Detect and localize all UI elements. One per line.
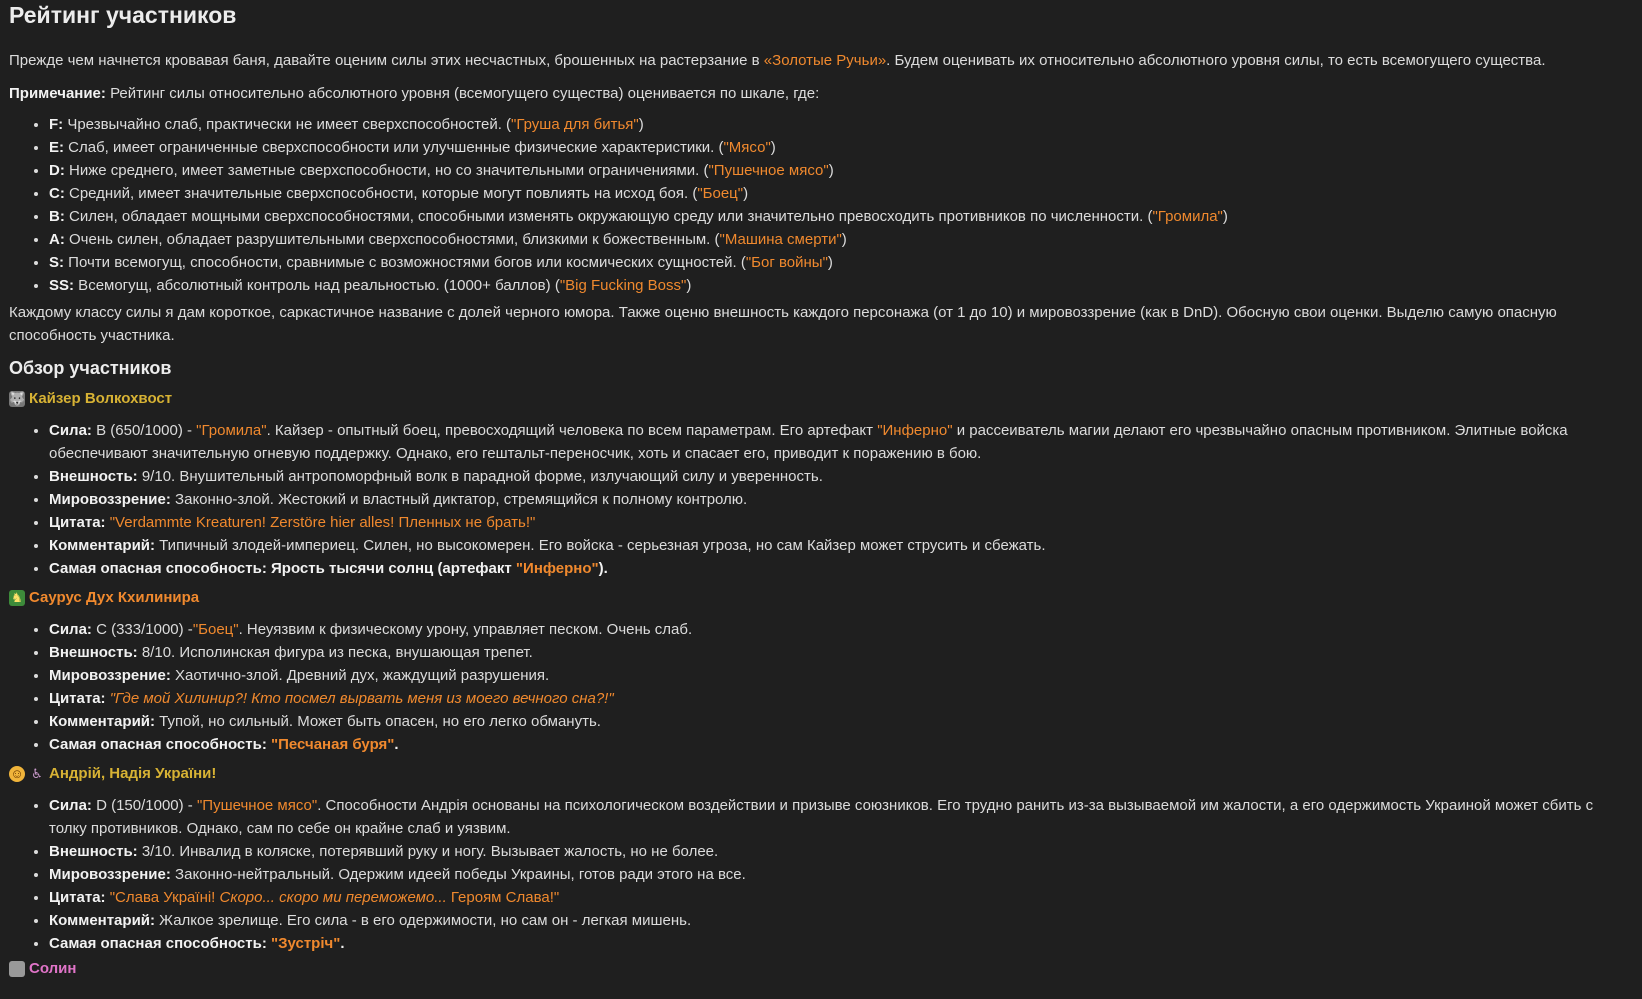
stat-label: Сила: xyxy=(49,422,92,439)
grade-nick: "Машина смерти" xyxy=(719,231,842,248)
list-item xyxy=(49,932,1633,955)
grade-nick: "Мясо" xyxy=(723,139,771,156)
stat-label: Комментарий: xyxy=(49,537,156,554)
character-stats-kaiser xyxy=(9,419,1633,580)
list-item xyxy=(49,618,1633,641)
stat-ability: "Зустріч" xyxy=(271,935,341,952)
grade-nick: "Пушечное мясо" xyxy=(708,162,829,179)
stat-label: Комментарий: xyxy=(49,912,156,929)
stat-text: Законно-нейтральный. Одержим идеей победы Украины, готов ради этого на все. xyxy=(170,866,746,883)
list-item xyxy=(49,534,1633,557)
list-item xyxy=(49,205,1633,228)
grade-end: ) xyxy=(828,162,834,179)
grade-text: Ниже среднего, имеет заметные сверхспособности, но со значительными ограничениями. ( xyxy=(64,162,709,179)
note-paragraph xyxy=(9,82,1633,105)
stat-label: Мировоззрение: xyxy=(49,667,171,684)
stat-label: Мировоззрение: xyxy=(49,491,171,508)
grade-text: Чрезвычайно слаб, практически не имеет сверхспособностей. ( xyxy=(63,116,512,133)
intro-place: «Золотые Ручьи» xyxy=(763,52,887,69)
intro-text-end: . Будем оценивать их относительно абсолютного уровня силы, то есть всемогущего существа. xyxy=(886,52,1546,69)
stat-text: C (333/1000) - xyxy=(91,621,193,638)
list-item xyxy=(49,557,1633,580)
grade-label: E: xyxy=(49,139,64,156)
grade-text: Очень силен, обладает разрушительными сверхспособностями, близкими к божественным. ( xyxy=(64,231,720,248)
stat-nick: "Пушечное мясо" xyxy=(196,797,318,814)
grade-end: ) xyxy=(743,185,749,202)
list-item xyxy=(49,419,1633,465)
list-item xyxy=(49,641,1633,664)
stat-label: Внешность: xyxy=(49,468,138,485)
list-item xyxy=(49,274,1633,297)
intro-text: Прежде чем начнется кровавая баня, давайте оценим силы этих несчастных, брошенных на растерзание в xyxy=(9,52,764,69)
character-stats-andriy xyxy=(9,794,1633,955)
saurus-icon: ♞ xyxy=(9,590,25,606)
grade-end: ) xyxy=(1222,208,1228,225)
scale-list xyxy=(9,113,1633,297)
stat-text: . Неуязвим к физическому урону, управляет песком. Очень слаб. xyxy=(238,621,693,638)
grade-label: A: xyxy=(49,231,65,248)
stat-ability: "Песчаная буря" xyxy=(271,736,395,753)
stat-nick: "Боец" xyxy=(192,621,239,638)
grade-label: D: xyxy=(49,162,65,179)
stat-label: Цитата: xyxy=(49,889,106,906)
list-item xyxy=(49,710,1633,733)
stat-label: Мировоззрение: xyxy=(49,866,171,883)
page-title: Рейтинг участников xyxy=(9,2,237,28)
list-item xyxy=(49,488,1633,511)
wheelchair-icon: ♿ xyxy=(31,766,43,781)
list-item xyxy=(49,794,1633,840)
overview-title: Обзор участников xyxy=(9,358,172,378)
list-item xyxy=(49,840,1633,863)
stat-artifact: "Инферно" xyxy=(515,560,599,577)
list-item xyxy=(49,251,1633,274)
list-item xyxy=(49,863,1633,886)
character-name: Солин xyxy=(29,961,77,977)
stat-text: . Способности Андрія основаны на психологическом воздействии и призыве союзников. Его трудно ранить из-за вызываемой им жалости, а его одержимость Украиной может сбить с толку противников. Однако, сам по себе он крайне слаб и уязвим. xyxy=(49,797,1594,837)
list-item xyxy=(49,159,1633,182)
grade-nick: "Боец" xyxy=(697,185,744,202)
stat-text: Тупой, но сильный. Может быть опасен, но его легко обмануть. xyxy=(155,713,601,730)
stat-label: Самая опасная способность: xyxy=(49,935,267,952)
character-name: Саурус Дух Кхилинира xyxy=(29,589,200,606)
stat-text: Жалкое зрелище. Его сила - в его одержимости, но сам он - легкая мишень. xyxy=(155,912,692,929)
list-item xyxy=(49,228,1633,251)
stat-label: Самая опасная способность: xyxy=(49,560,267,577)
intro-paragraph xyxy=(9,49,1633,72)
grade-nick: "Big Fucking Boss" xyxy=(559,277,687,294)
grade-text: Всемогущ, абсолютный контроль над реальностью. (1000+ баллов) ( xyxy=(74,277,560,294)
stat-text: и рассеиватель магии делают его чрезвычайно опасным противником. Элитные войска обеспечивают значительную огневую поддержку. Однако, его гештальт-переносчик, хоть и спасает его, приводит к поражению в бою. xyxy=(49,422,1568,462)
grade-label: B: xyxy=(49,208,65,225)
wolf-icon: 🐺 xyxy=(9,391,26,406)
list-item xyxy=(49,136,1633,159)
grade-text: Слаб, имеет ограниченные сверхспособности или улучшенные физические характеристики. ( xyxy=(64,139,724,156)
stat-label: Комментарий: xyxy=(49,713,156,730)
grade-end: ) xyxy=(638,116,644,133)
character-name: Кайзер Волкохвост xyxy=(29,390,173,407)
stat-text: Ярость тысячи солнц (артефакт xyxy=(266,560,516,577)
grade-end: ) xyxy=(827,254,833,271)
note-text: Рейтинг силы относительно абсолютного уровня (всемогущего существа) оценивается по шкале, где: xyxy=(105,85,820,102)
grade-text: Средний, имеет значительные сверхспособности, которые могут повлиять на исход боя. ( xyxy=(64,185,698,202)
grade-nick: "Бог войны" xyxy=(745,254,828,271)
character-stats-saurus xyxy=(9,618,1633,756)
grade-label: SS: xyxy=(49,277,75,294)
character-heading-next xyxy=(9,961,1633,977)
list-item xyxy=(49,113,1633,136)
stat-text: B (650/1000) - xyxy=(91,422,197,439)
stat-text: 3/10. Инвалид в коляске, потерявший руку и ногу. Вызывает жалость, но не более. xyxy=(137,843,719,860)
stat-artifact: "Инферно" xyxy=(877,422,953,439)
grade-nick: "Громила" xyxy=(1152,208,1223,225)
stat-label: Сила: xyxy=(49,797,92,814)
stat-label: Внешность: xyxy=(49,644,138,661)
after-scale-paragraph: Каждому классу силы я дам короткое, саркастичное название с долей черного юмора. Также оценю внешность каждого персонажа (от 1 до 10) и мировоззрение (как в DnD). Обосную свои оценки. Выделю самую опасную способность участника. xyxy=(9,304,1557,344)
list-item xyxy=(49,465,1633,488)
stat-label: Цитата: xyxy=(49,514,106,531)
boy-face-icon: ☺ xyxy=(10,766,24,781)
character-heading-saurus xyxy=(9,586,1633,610)
stat-text: ). xyxy=(598,560,608,577)
stat-label: Сила: xyxy=(49,621,92,638)
list-item xyxy=(49,687,1633,710)
list-item xyxy=(49,182,1633,205)
note-label: Примечание: xyxy=(9,85,106,102)
stat-quote: "Слава Україні! xyxy=(109,889,220,906)
stat-label: Цитата: xyxy=(49,690,106,707)
grade-end: ) xyxy=(841,231,847,248)
stat-text: . Кайзер - опытный боец, превосходящий человека по всем параметрам. Его артефакт xyxy=(266,422,878,439)
stat-text: Законно-злой. Жестокий и властный диктатор, стремящийся к полному контролю. xyxy=(170,491,748,508)
grade-end: ) xyxy=(770,139,776,156)
stat-label: Внешность: xyxy=(49,843,138,860)
list-item xyxy=(49,886,1633,909)
figure-icon xyxy=(9,961,25,977)
stat-text: Типичный злодей-империец. Силен, но высокомерен. Его войска - серьезная угроза, но сам Кайзер может струсить и сбежать. xyxy=(155,537,1046,554)
grade-text: Почти всемогущ, способности, сравнимые с возможностями богов или космических сущностей. ( xyxy=(64,254,746,271)
grade-label: S: xyxy=(49,254,64,271)
character-heading-kaiser xyxy=(9,387,1633,411)
list-item xyxy=(49,909,1633,932)
character-heading-andriy xyxy=(9,762,1633,786)
list-item xyxy=(49,733,1633,756)
grade-end: ) xyxy=(686,277,692,294)
stat-quote: "Verdammte Kreaturen! Zerstöre hier alles! Пленных не брать!" xyxy=(109,514,536,531)
stat-nick: "Громила" xyxy=(196,422,267,439)
stat-quote-italic: Скоро... скоро ми переможемо... xyxy=(219,889,447,906)
stat-quote: Героям Слава!" xyxy=(446,889,560,906)
grade-text: Силен, обладает мощными сверхспособностями, способными изменять окружающую среду или значительно превосходить противников по численности. ( xyxy=(64,208,1153,225)
list-item xyxy=(49,511,1633,534)
stat-text: Хаотично-злой. Древний дух, жаждущий разрушения. xyxy=(170,667,550,684)
stat-quote: "Где мой Хилинир?! Кто посмел вырвать меня из моего вечного сна?!" xyxy=(109,690,614,707)
grade-nick: "Груша для битья" xyxy=(511,116,639,133)
grade-label: F: xyxy=(49,116,64,133)
stat-text: . xyxy=(340,935,345,952)
stat-text: . xyxy=(394,736,399,753)
character-name: Андрій, Надія України! xyxy=(49,765,217,782)
list-item xyxy=(49,664,1633,687)
stat-text: 8/10. Исполинская фигура из песка, внушающая трепет. xyxy=(137,644,533,661)
stat-text: D (150/1000) - xyxy=(91,797,197,814)
grade-label: C: xyxy=(49,185,65,202)
stat-label: Самая опасная способность: xyxy=(49,736,267,753)
stat-text: 9/10. Внушительный антропоморфный волк в парадной форме, излучающий силу и уверенность. xyxy=(137,468,823,485)
